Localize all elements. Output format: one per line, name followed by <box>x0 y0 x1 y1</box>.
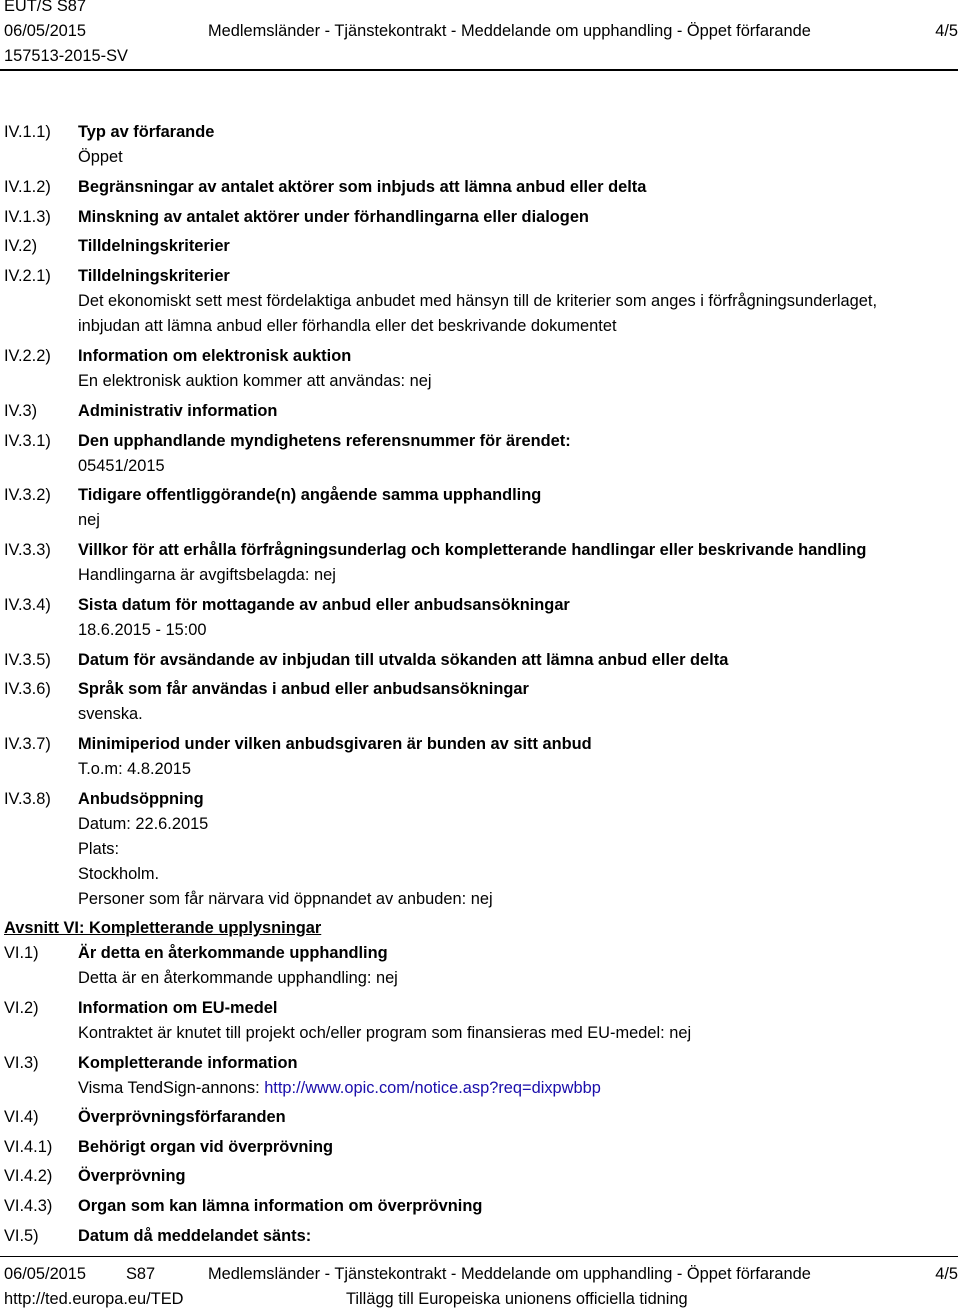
header-code: EUT/S S87 <box>4 0 86 15</box>
page-header <box>4 0 958 69</box>
section-number: IV.1.2) <box>4 178 51 196</box>
header-date: 06/05/2015 <box>4 22 87 40</box>
section-text: Personer som får närvara vid öppnandet av anbuden: nej <box>78 890 493 908</box>
section-number: IV.3.6) <box>4 680 51 698</box>
section-number: IV.3.8) <box>4 790 51 808</box>
section-heading: Sista datum för mottagande av anbud eller anbudsansökningar <box>78 596 570 614</box>
section-heading: Kompletterande information <box>78 1054 298 1072</box>
section-heading: Information om elektronisk auktion <box>78 347 352 365</box>
section-heading: Anbudsöppning <box>78 790 204 808</box>
footer-series: S87 <box>126 1265 156 1283</box>
section-number: VI.4.2) <box>4 1167 53 1185</box>
section-number: IV.2) <box>4 237 38 255</box>
section-heading: Tidigare offentliggörande(n) angående samma upphandling <box>78 486 542 504</box>
section-heading: Minskning av antalet aktörer under förhandlingarna eller dialogen <box>78 208 589 226</box>
section-heading: Datum då meddelandet sänts: <box>78 1227 312 1245</box>
section-heading: Administrativ information <box>78 402 278 420</box>
section-number: IV.3.7) <box>4 735 51 753</box>
section-heading: Är detta en återkommande upphandling <box>78 944 388 962</box>
section-number: IV.3.5) <box>4 651 51 669</box>
section-text: inbjudan att lämna anbud eller förhandla eller det beskrivande dokumentet <box>78 317 617 335</box>
section-text: Plats: <box>78 840 119 858</box>
section-number: VI.4.3) <box>4 1197 53 1215</box>
header-page-number: 4/5 <box>935 22 958 40</box>
footer-page-number: 4/5 <box>935 1265 958 1283</box>
section-number: IV.1.3) <box>4 208 51 226</box>
footer-divider <box>0 1256 958 1257</box>
section-number: VI.5) <box>4 1227 39 1245</box>
section-heading: Behörigt organ vid överprövning <box>78 1138 333 1156</box>
header-doc-id: 157513-2015-SV <box>4 47 128 65</box>
section-number: IV.3) <box>4 402 38 420</box>
section-text <box>78 1076 958 1101</box>
section-text: Datum: 22.6.2015 <box>78 815 209 833</box>
section-number: IV.2.1) <box>4 267 51 285</box>
section-text: T.o.m: 4.8.2015 <box>78 760 191 778</box>
section-text: En elektronisk auktion kommer att användas: nej <box>78 372 432 390</box>
section-text: svenska. <box>78 705 143 723</box>
section-number: IV.1.1) <box>4 123 51 141</box>
section-heading: Typ av förfarande <box>78 123 215 141</box>
section-number: IV.3.3) <box>4 541 51 559</box>
section-number: IV.3.4) <box>4 596 51 614</box>
section-number: IV.3.1) <box>4 432 51 450</box>
footer-date: 06/05/2015 <box>4 1265 87 1283</box>
section-heading: Information om EU-medel <box>78 999 278 1017</box>
footer-url[interactable]: http://ted.europa.eu/TED <box>4 1290 184 1308</box>
section-text: Detta är en återkommande upphandling: nej <box>78 969 398 987</box>
section-text: Kontraktet är knutet till projekt och/eller program som finansieras med EU-medel: nej <box>78 1024 692 1042</box>
section-text: nej <box>78 511 100 529</box>
section-number: VI.4.1) <box>4 1138 53 1156</box>
section-heading: Språk som får användas i anbud eller anbudsansökningar <box>78 680 529 698</box>
section-text: 05451/2015 <box>78 457 165 475</box>
section-heading: Tilldelningskriterier <box>78 237 230 255</box>
section-number: VI.1) <box>4 944 39 962</box>
section-text: Stockholm. <box>78 865 160 883</box>
section-vi-title: Avsnitt VI: Kompletterande upplysningar <box>4 919 322 937</box>
tendsign-label: Visma TendSign-annons: <box>78 1079 265 1097</box>
section-text: Det ekonomiskt sett mest fördelaktiga anbudet med hänsyn till de kriterier som anges i förfrågningsunderlaget, <box>78 292 878 310</box>
page-footer <box>4 1262 958 1312</box>
section-number: VI.3) <box>4 1054 39 1072</box>
section-number: VI.4) <box>4 1108 39 1126</box>
notice-link[interactable]: http://www.opic.com/notice.asp?req=dixpwbbp <box>264 1079 601 1097</box>
section-heading: Villkor för att erhålla förfrågningsunderlag och kompletterande handlingar eller beskrivande handling <box>78 541 867 559</box>
section-heading: Minimiperiod under vilken anbudsgivaren är bunden av sitt anbud <box>78 735 592 753</box>
section-heading: Tilldelningskriterier <box>78 267 230 285</box>
section-text: Öppet <box>78 148 123 166</box>
header-divider <box>0 69 958 71</box>
section-number: VI.2) <box>4 999 39 1017</box>
section-text: 18.6.2015 - 15:00 <box>78 621 207 639</box>
section-number: IV.2.2) <box>4 347 51 365</box>
section-text: Handlingarna är avgiftsbelagda: nej <box>78 566 336 584</box>
section-number: IV.3.2) <box>4 486 51 504</box>
footer-title: Medlemsländer - Tjänstekontrakt - Meddelande om upphandling - Öppet förfarande <box>208 1265 811 1283</box>
section-heading: Överprövning <box>78 1167 186 1185</box>
footer-publication: Tillägg till Europeiska unionens officiella tidning <box>346 1290 688 1308</box>
section-heading: Överprövningsförfaranden <box>78 1108 286 1126</box>
section-heading: Organ som kan lämna information om överprövning <box>78 1197 483 1215</box>
section-heading: Datum för avsändande av inbjudan till utvalda sökanden att lämna anbud eller delta <box>78 651 729 669</box>
header-title: Medlemsländer - Tjänstekontrakt - Meddelande om upphandling - Öppet förfarande <box>208 22 811 40</box>
section-heading: Begränsningar av antalet aktörer som inbjuds att lämna anbud eller delta <box>78 178 647 196</box>
section-heading: Den upphandlande myndighetens referensnummer för ärendet: <box>78 432 571 450</box>
